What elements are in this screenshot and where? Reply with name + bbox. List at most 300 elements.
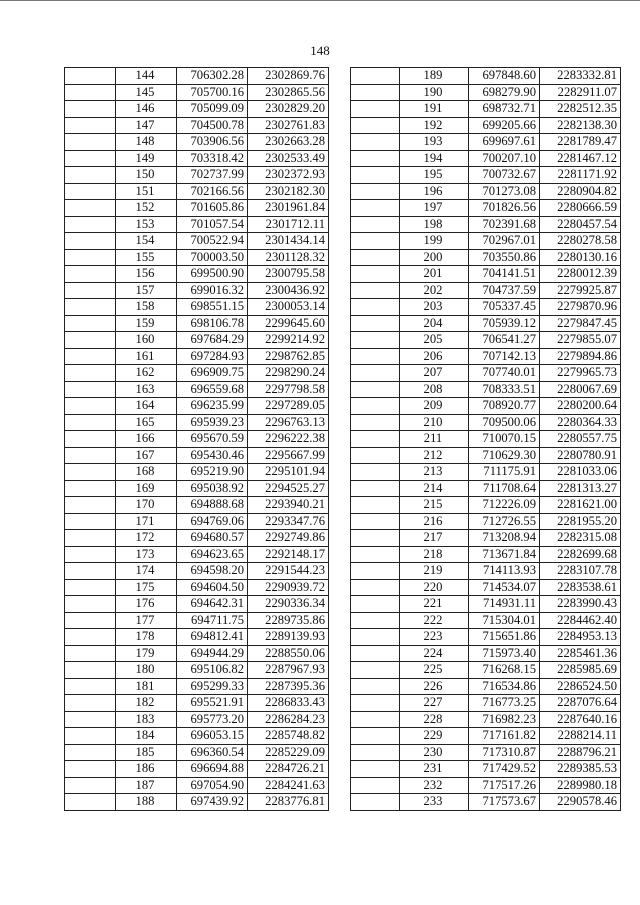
x-coordinate-cell: 701273.08 (469, 183, 540, 200)
y-coordinate-cell: 2301434.14 (248, 233, 329, 250)
table-row (351, 266, 621, 283)
blank-cell (65, 414, 116, 431)
x-coordinate-cell: 705700.16 (177, 84, 248, 101)
y-coordinate-cell: 2280457.54 (540, 216, 621, 233)
x-coordinate-cell: 694680.57 (177, 530, 248, 547)
blank-cell (351, 744, 400, 761)
blank-cell (351, 563, 400, 580)
table-row (65, 233, 329, 250)
x-coordinate-cell: 713208.94 (469, 530, 540, 547)
blank-cell (351, 101, 400, 118)
point-number-cell: 178 (116, 629, 177, 646)
point-number-cell: 184 (116, 728, 177, 745)
point-number-cell: 199 (400, 233, 469, 250)
point-number-cell: 152 (116, 200, 177, 217)
x-coordinate-cell: 706302.28 (177, 68, 248, 85)
blank-cell (351, 365, 400, 382)
y-coordinate-cell: 2281789.47 (540, 134, 621, 151)
point-number-cell: 180 (116, 662, 177, 679)
point-number-cell: 148 (116, 134, 177, 151)
point-number-cell: 167 (116, 447, 177, 464)
point-number-cell: 198 (400, 216, 469, 233)
x-coordinate-cell: 695521.91 (177, 695, 248, 712)
point-number-cell: 188 (116, 794, 177, 811)
y-coordinate-cell: 2301128.32 (248, 249, 329, 266)
table-row (351, 777, 621, 794)
y-coordinate-cell: 2280200.64 (540, 398, 621, 415)
point-number-cell: 187 (116, 777, 177, 794)
x-coordinate-cell: 694944.29 (177, 645, 248, 662)
blank-cell (351, 662, 400, 679)
table-row (351, 447, 621, 464)
blank-cell (65, 167, 116, 184)
x-coordinate-cell: 711175.91 (469, 464, 540, 481)
point-number-cell: 174 (116, 563, 177, 580)
point-number-cell: 191 (400, 101, 469, 118)
point-number-cell: 186 (116, 761, 177, 778)
point-number-cell: 185 (116, 744, 177, 761)
blank-cell (65, 332, 116, 349)
point-number-cell: 215 (400, 497, 469, 514)
table-row (351, 216, 621, 233)
blank-cell (351, 695, 400, 712)
table-row (65, 183, 329, 200)
x-coordinate-cell: 697439.92 (177, 794, 248, 811)
point-number-cell: 225 (400, 662, 469, 679)
y-coordinate-cell: 2280012.39 (540, 266, 621, 283)
blank-cell (65, 266, 116, 283)
table-row (351, 563, 621, 580)
table-row (351, 761, 621, 778)
table-row (65, 117, 329, 134)
blank-cell (65, 365, 116, 382)
y-coordinate-cell: 2300053.14 (248, 299, 329, 316)
table-row (65, 497, 329, 514)
table-row (65, 249, 329, 266)
blank-cell (65, 233, 116, 250)
y-coordinate-cell: 2296222.38 (248, 431, 329, 448)
point-number-cell: 166 (116, 431, 177, 448)
y-coordinate-cell: 2283332.81 (540, 68, 621, 85)
x-coordinate-cell: 699016.32 (177, 282, 248, 299)
point-number-cell: 144 (116, 68, 177, 85)
point-number-cell: 207 (400, 365, 469, 382)
blank-cell (65, 101, 116, 118)
x-coordinate-cell: 699205.66 (469, 117, 540, 134)
y-coordinate-cell: 2302869.76 (248, 68, 329, 85)
x-coordinate-cell: 698279.90 (469, 84, 540, 101)
table-row (351, 381, 621, 398)
blank-cell (65, 381, 116, 398)
blank-cell (351, 134, 400, 151)
blank-cell (351, 117, 400, 134)
blank-cell (351, 150, 400, 167)
y-coordinate-cell: 2290336.34 (248, 596, 329, 613)
x-coordinate-cell: 703550.86 (469, 249, 540, 266)
x-coordinate-cell: 698732.71 (469, 101, 540, 118)
table-row (351, 711, 621, 728)
y-coordinate-cell: 2288796.21 (540, 744, 621, 761)
table-row (351, 546, 621, 563)
point-number-cell: 229 (400, 728, 469, 745)
y-coordinate-cell: 2280904.82 (540, 183, 621, 200)
point-number-cell: 222 (400, 612, 469, 629)
y-coordinate-cell: 2285985.69 (540, 662, 621, 679)
table-row (65, 678, 329, 695)
x-coordinate-cell: 716982.23 (469, 711, 540, 728)
table-row (65, 282, 329, 299)
blank-cell (65, 299, 116, 316)
x-coordinate-cell: 713671.84 (469, 546, 540, 563)
x-coordinate-cell: 717573.67 (469, 794, 540, 811)
blank-cell (351, 728, 400, 745)
point-number-cell: 226 (400, 678, 469, 695)
table-row (351, 530, 621, 547)
table-row (65, 216, 329, 233)
point-number-cell: 154 (116, 233, 177, 250)
y-coordinate-cell: 2294525.27 (248, 480, 329, 497)
x-coordinate-cell: 695219.90 (177, 464, 248, 481)
point-number-cell: 210 (400, 414, 469, 431)
table-row (351, 282, 621, 299)
blank-cell (351, 414, 400, 431)
x-coordinate-cell: 711708.64 (469, 480, 540, 497)
y-coordinate-cell: 2280666.59 (540, 200, 621, 217)
x-coordinate-cell: 696053.15 (177, 728, 248, 745)
table-row (65, 579, 329, 596)
y-coordinate-cell: 2281171.92 (540, 167, 621, 184)
x-coordinate-cell: 701057.54 (177, 216, 248, 233)
table-row (65, 794, 329, 811)
coordinate-table-left (64, 67, 329, 811)
y-coordinate-cell: 2289385.53 (540, 761, 621, 778)
y-coordinate-cell: 2293347.76 (248, 513, 329, 530)
table-row (351, 513, 621, 530)
y-coordinate-cell: 2302865.56 (248, 84, 329, 101)
x-coordinate-cell: 696360.54 (177, 744, 248, 761)
point-number-cell: 175 (116, 579, 177, 596)
table-row (65, 546, 329, 563)
blank-cell (65, 794, 116, 811)
table-row (65, 728, 329, 745)
y-coordinate-cell: 2280278.58 (540, 233, 621, 250)
x-coordinate-cell: 705099.09 (177, 101, 248, 118)
blank-cell (65, 216, 116, 233)
y-coordinate-cell: 2298762.85 (248, 348, 329, 365)
table-row (351, 315, 621, 332)
blank-cell (351, 464, 400, 481)
blank-cell (351, 233, 400, 250)
point-number-cell: 206 (400, 348, 469, 365)
table-row (351, 645, 621, 662)
blank-cell (351, 332, 400, 349)
point-number-cell: 158 (116, 299, 177, 316)
y-coordinate-cell: 2290939.72 (248, 579, 329, 596)
point-number-cell: 151 (116, 183, 177, 200)
x-coordinate-cell: 702967.01 (469, 233, 540, 250)
blank-cell (65, 497, 116, 514)
x-coordinate-cell: 717161.82 (469, 728, 540, 745)
blank-cell (65, 117, 116, 134)
y-coordinate-cell: 2295101.94 (248, 464, 329, 481)
point-number-cell: 150 (116, 167, 177, 184)
x-coordinate-cell: 694888.68 (177, 497, 248, 514)
point-number-cell: 205 (400, 332, 469, 349)
y-coordinate-cell: 2295667.99 (248, 447, 329, 464)
x-coordinate-cell: 695939.23 (177, 414, 248, 431)
blank-cell (351, 794, 400, 811)
y-coordinate-cell: 2279965.73 (540, 365, 621, 382)
x-coordinate-cell: 694598.20 (177, 563, 248, 580)
blank-cell (65, 645, 116, 662)
x-coordinate-cell: 696559.68 (177, 381, 248, 398)
point-number-cell: 221 (400, 596, 469, 613)
x-coordinate-cell: 695038.92 (177, 480, 248, 497)
point-number-cell: 211 (400, 431, 469, 448)
x-coordinate-cell: 700522.94 (177, 233, 248, 250)
y-coordinate-cell: 2285461.36 (540, 645, 621, 662)
point-number-cell: 172 (116, 530, 177, 547)
x-coordinate-cell: 703318.42 (177, 150, 248, 167)
y-coordinate-cell: 2283990.43 (540, 596, 621, 613)
y-coordinate-cell: 2297798.58 (248, 381, 329, 398)
y-coordinate-cell: 2283538.61 (540, 579, 621, 596)
point-number-cell: 177 (116, 612, 177, 629)
blank-cell (65, 728, 116, 745)
x-coordinate-cell: 705939.12 (469, 315, 540, 332)
table-row (65, 480, 329, 497)
blank-cell (65, 513, 116, 530)
blank-cell (65, 546, 116, 563)
table-row (351, 183, 621, 200)
table-row (351, 332, 621, 349)
blank-cell (65, 68, 116, 85)
y-coordinate-cell: 2280067.69 (540, 381, 621, 398)
blank-cell (351, 629, 400, 646)
point-number-cell: 196 (400, 183, 469, 200)
blank-cell (351, 200, 400, 217)
y-coordinate-cell: 2286524.50 (540, 678, 621, 695)
y-coordinate-cell: 2282911.07 (540, 84, 621, 101)
x-coordinate-cell: 716534.86 (469, 678, 540, 695)
blank-cell (65, 315, 116, 332)
table-row (65, 612, 329, 629)
blank-cell (351, 84, 400, 101)
blank-cell (351, 398, 400, 415)
point-number-cell: 233 (400, 794, 469, 811)
point-number-cell: 212 (400, 447, 469, 464)
point-number-cell: 171 (116, 513, 177, 530)
y-coordinate-cell: 2281621.00 (540, 497, 621, 514)
y-coordinate-cell: 2282138.30 (540, 117, 621, 134)
y-coordinate-cell: 2300795.58 (248, 266, 329, 283)
y-coordinate-cell: 2302372.93 (248, 167, 329, 184)
x-coordinate-cell: 710629.30 (469, 447, 540, 464)
x-coordinate-cell: 697054.90 (177, 777, 248, 794)
x-coordinate-cell: 706541.27 (469, 332, 540, 349)
table-row (65, 101, 329, 118)
x-coordinate-cell: 714534.07 (469, 579, 540, 596)
y-coordinate-cell: 2279925.87 (540, 282, 621, 299)
point-number-cell: 224 (400, 645, 469, 662)
y-coordinate-cell: 2302663.28 (248, 134, 329, 151)
table-row (351, 414, 621, 431)
table-row (65, 711, 329, 728)
blank-cell (351, 596, 400, 613)
blank-cell (65, 777, 116, 794)
y-coordinate-cell: 2292148.17 (248, 546, 329, 563)
y-coordinate-cell: 2289735.86 (248, 612, 329, 629)
coordinate-table-right (350, 67, 621, 811)
x-coordinate-cell: 694812.41 (177, 629, 248, 646)
table-row (65, 695, 329, 712)
table-row (351, 728, 621, 745)
y-coordinate-cell: 2291544.23 (248, 563, 329, 580)
table-row (351, 398, 621, 415)
y-coordinate-cell: 2286833.43 (248, 695, 329, 712)
blank-cell (65, 183, 116, 200)
table-row (65, 381, 329, 398)
x-coordinate-cell: 714113.93 (469, 563, 540, 580)
table-row (351, 579, 621, 596)
table-row (65, 315, 329, 332)
table-row (65, 398, 329, 415)
point-number-cell: 208 (400, 381, 469, 398)
x-coordinate-cell: 708920.77 (469, 398, 540, 415)
point-number-cell: 230 (400, 744, 469, 761)
table-row (65, 744, 329, 761)
x-coordinate-cell: 698106.78 (177, 315, 248, 332)
table-row (351, 167, 621, 184)
y-coordinate-cell: 2287640.16 (540, 711, 621, 728)
point-number-cell: 209 (400, 398, 469, 415)
x-coordinate-cell: 700207.10 (469, 150, 540, 167)
x-coordinate-cell: 699500.90 (177, 266, 248, 283)
point-number-cell: 146 (116, 101, 177, 118)
x-coordinate-cell: 694604.50 (177, 579, 248, 596)
point-number-cell: 165 (116, 414, 177, 431)
y-coordinate-cell: 2284462.40 (540, 612, 621, 629)
point-number-cell: 156 (116, 266, 177, 283)
x-coordinate-cell: 694642.31 (177, 596, 248, 613)
x-coordinate-cell: 695106.82 (177, 662, 248, 679)
y-coordinate-cell: 2300436.92 (248, 282, 329, 299)
x-coordinate-cell: 707142.13 (469, 348, 540, 365)
point-number-cell: 179 (116, 645, 177, 662)
point-number-cell: 194 (400, 150, 469, 167)
blank-cell (65, 662, 116, 679)
table-row (65, 167, 329, 184)
x-coordinate-cell: 717517.26 (469, 777, 540, 794)
table-row (351, 134, 621, 151)
y-coordinate-cell: 2279855.07 (540, 332, 621, 349)
table-row (65, 447, 329, 464)
y-coordinate-cell: 2282315.08 (540, 530, 621, 547)
point-number-cell: 202 (400, 282, 469, 299)
x-coordinate-cell: 710070.15 (469, 431, 540, 448)
point-number-cell: 155 (116, 249, 177, 266)
blank-cell (65, 695, 116, 712)
point-number-cell: 219 (400, 563, 469, 580)
point-number-cell: 216 (400, 513, 469, 530)
point-number-cell: 201 (400, 266, 469, 283)
y-coordinate-cell: 2301712.11 (248, 216, 329, 233)
table-row (351, 84, 621, 101)
y-coordinate-cell: 2281467.12 (540, 150, 621, 167)
blank-cell (65, 282, 116, 299)
y-coordinate-cell: 2293940.21 (248, 497, 329, 514)
blank-cell (65, 629, 116, 646)
point-number-cell: 218 (400, 546, 469, 563)
y-coordinate-cell: 2280557.75 (540, 431, 621, 448)
y-coordinate-cell: 2297289.05 (248, 398, 329, 415)
blank-cell (65, 447, 116, 464)
y-coordinate-cell: 2285229.09 (248, 744, 329, 761)
table-row (351, 695, 621, 712)
point-number-cell: 170 (116, 497, 177, 514)
table-row (351, 117, 621, 134)
x-coordinate-cell: 705337.45 (469, 299, 540, 316)
point-number-cell: 192 (400, 117, 469, 134)
y-coordinate-cell: 2287076.64 (540, 695, 621, 712)
table-row (351, 299, 621, 316)
point-number-cell: 182 (116, 695, 177, 712)
y-coordinate-cell: 2279847.45 (540, 315, 621, 332)
y-coordinate-cell: 2287967.93 (248, 662, 329, 679)
blank-cell (65, 348, 116, 365)
table-row (65, 431, 329, 448)
table-row (65, 150, 329, 167)
point-number-cell: 231 (400, 761, 469, 778)
page-number: 148 (310, 43, 330, 58)
table-row (65, 596, 329, 613)
blank-cell (65, 711, 116, 728)
point-number-cell: 203 (400, 299, 469, 316)
blank-cell (351, 530, 400, 547)
y-coordinate-cell: 2280780.91 (540, 447, 621, 464)
point-number-cell: 190 (400, 84, 469, 101)
blank-cell (65, 150, 116, 167)
x-coordinate-cell: 695299.33 (177, 678, 248, 695)
y-coordinate-cell: 2302182.30 (248, 183, 329, 200)
blank-cell (351, 315, 400, 332)
blank-cell (351, 777, 400, 794)
point-number-cell: 163 (116, 381, 177, 398)
blank-cell (65, 678, 116, 695)
blank-cell (351, 266, 400, 283)
table-row (65, 563, 329, 580)
table-row (351, 744, 621, 761)
top-edge-line (0, 0, 640, 1)
point-number-cell: 227 (400, 695, 469, 712)
point-number-cell: 195 (400, 167, 469, 184)
blank-cell (65, 398, 116, 415)
point-number-cell: 181 (116, 678, 177, 695)
x-coordinate-cell: 694623.65 (177, 546, 248, 563)
y-coordinate-cell: 2280364.33 (540, 414, 621, 431)
table-row (351, 348, 621, 365)
x-coordinate-cell: 694711.75 (177, 612, 248, 629)
x-coordinate-cell: 697848.60 (469, 68, 540, 85)
point-number-cell: 200 (400, 249, 469, 266)
table-row (65, 365, 329, 382)
blank-cell (351, 447, 400, 464)
point-number-cell: 176 (116, 596, 177, 613)
table-row (65, 777, 329, 794)
table-row (65, 266, 329, 283)
x-coordinate-cell: 703906.56 (177, 134, 248, 151)
y-coordinate-cell: 2284726.21 (248, 761, 329, 778)
